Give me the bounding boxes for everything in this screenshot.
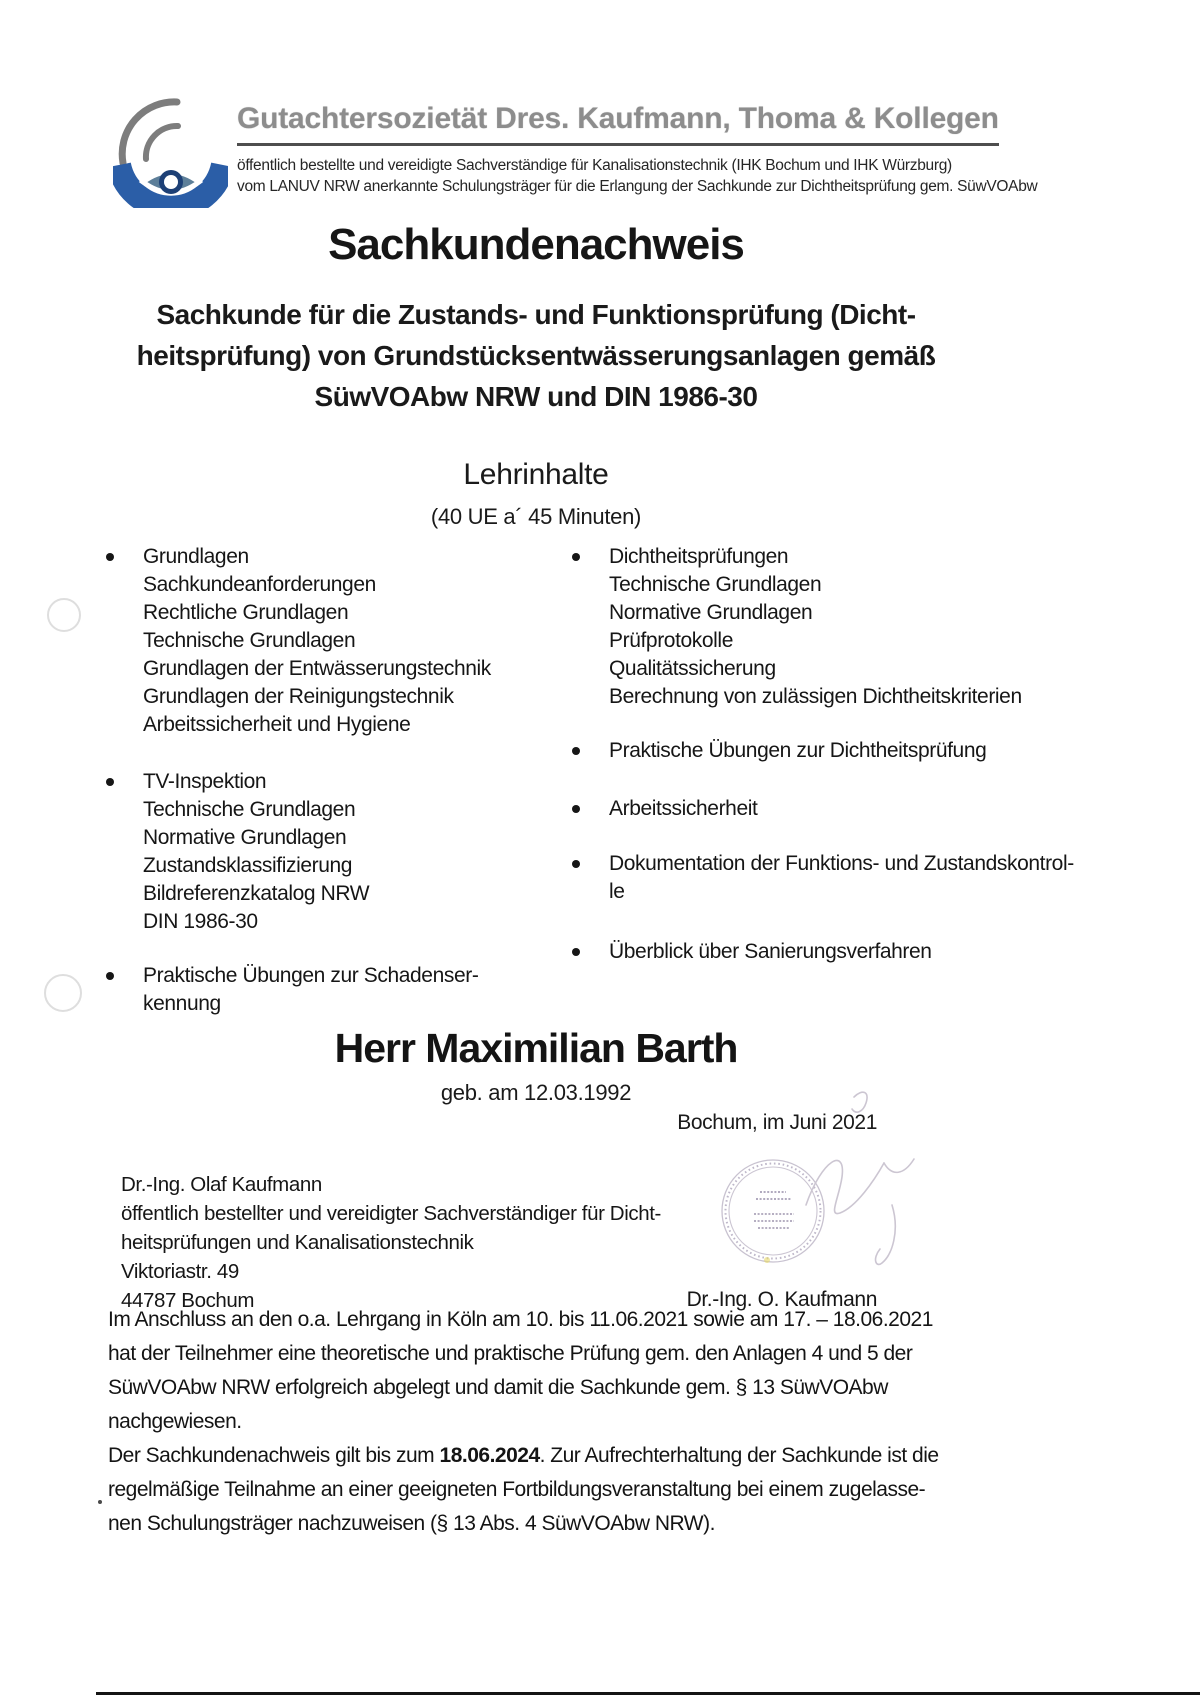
- bullet-title: Praktische Übungen zur Schadenser-: [143, 964, 479, 987]
- bullet-icon: [572, 805, 580, 813]
- letterhead-line-1: öffentlich bestellte und vereidigte Sachverständige für Kanalisationstechnik (IHK Bochum und IHK Würzburg): [237, 157, 952, 174]
- letterhead: [237, 102, 1177, 197]
- issuer-line: Viktoriastr. 49: [121, 1260, 239, 1283]
- document-title: Sachkundenachweis: [328, 220, 744, 269]
- company-logo-icon: [113, 93, 228, 208]
- bullet-icon: [572, 860, 580, 868]
- certificate-body: [108, 1303, 1053, 1541]
- bullet-icon: [572, 747, 580, 755]
- bullet-line: le: [609, 880, 625, 903]
- bullet-title: Praktische Übungen zur Dichtheitsprüfung: [609, 739, 987, 762]
- list-item: [106, 768, 546, 936]
- lehrinhalte-right-column: [572, 543, 1092, 966]
- scan-speck: [98, 1500, 102, 1504]
- bullet-title: Dichtheitsprüfungen: [609, 545, 789, 568]
- letterhead-line-2: vom LANUV NRW anerkannte Schulungsträger für die Erlangung der Sachkunde zur Dichtheitsprüfung gem. SüwVOAbw: [237, 178, 1038, 195]
- body-line: Im Anschluss an den o.a. Lehrgang in Köln am 10. bis 11.06.2021 sowie am 17. – 18.06.2021: [108, 1308, 933, 1331]
- bullet-line: Grundlagen der Reinigungstechnik: [143, 685, 454, 708]
- participant-birthdate: geb. am 12.03.1992: [440, 1080, 632, 1105]
- issuer-line: Dr.-Ing. Olaf Kaufmann: [121, 1173, 322, 1196]
- bullet-line: Bildreferenzkatalog NRW: [143, 882, 370, 905]
- list-item: [106, 962, 546, 1018]
- body-line: nachgewiesen.: [108, 1410, 242, 1433]
- validity-text-after: . Zur Aufrechterhaltung der Sachkunde ist die: [539, 1444, 939, 1467]
- subtitle-line: Sachkunde für die Zustands- und Funktionsprüfung (Dicht-: [156, 299, 916, 330]
- validity-date: 18.06.2024: [439, 1444, 540, 1467]
- list-item: [572, 795, 1092, 823]
- issuer-line: öffentlich bestellter und vereidigter Sachverständiger für Dicht-: [121, 1202, 661, 1225]
- bullet-line: Prüfprotokolle: [609, 629, 733, 652]
- signatory-name: Dr.-Ing. O. Kaufmann: [686, 1288, 877, 1311]
- issuer-line: heitsprüfungen und Kanalisationstechnik: [121, 1231, 474, 1254]
- bullet-line: Sachkundeanforderungen: [143, 573, 376, 596]
- document-subtitle: [0, 294, 1072, 417]
- issuer-line: 44787 Bochum: [121, 1289, 255, 1312]
- lehrinhalte-subheading: (40 UE a´ 45 Minuten): [430, 504, 642, 529]
- body-line: regelmäßige Teilnahme an einer geeigneten Fortbildungsveranstaltung bei einem zugelasse-: [108, 1478, 926, 1501]
- organization-name: Gutachtersozietät Dres. Kaufmann, Thoma & Kollegen: [237, 102, 999, 146]
- list-item: [572, 938, 1092, 966]
- bullet-line: Arbeitssicherheit und Hygiene: [143, 713, 411, 736]
- punch-hole: [44, 974, 82, 1012]
- body-line: nen Schulungsträger nachzuweisen (§ 13 Abs. 4 SüwVOAbw NRW).: [108, 1512, 715, 1535]
- bullet-line: Technische Grundlagen: [143, 629, 356, 652]
- body-line: hat der Teilnehmer eine theoretische und praktische Prüfung gem. den Anlagen 4 und 5 der: [108, 1342, 913, 1365]
- subtitle-line: SüwVOAbw NRW und DIN 1986-30: [314, 381, 758, 412]
- scan-edge-line: [96, 1692, 1200, 1695]
- bullet-line: Berechnung von zulässigen Dichtheitskriterien: [609, 685, 1022, 708]
- bullet-line: Qualitätssicherung: [609, 657, 776, 680]
- subtitle-line: heitsprüfung) von Grundstücksentwässerungsanlagen gemäß: [136, 340, 936, 371]
- bullet-line: Grundlagen der Entwässerungstechnik: [143, 657, 491, 680]
- bullet-title: Überblick über Sanierungsverfahren: [609, 940, 932, 963]
- bullet-line: kennung: [143, 992, 221, 1015]
- lehrinhalte-heading: Lehrinhalte: [463, 458, 609, 491]
- body-line: SüwVOAbw NRW erfolgreich abgelegt und damit die Sachkunde gem. § 13 SüwVOAbw: [108, 1376, 888, 1399]
- bullet-icon: [572, 948, 580, 956]
- list-item: [572, 543, 1092, 711]
- bullet-line: Technische Grundlagen: [609, 573, 822, 596]
- participant-name: Herr Maximilian Barth: [334, 1025, 738, 1071]
- bullet-icon: [106, 972, 114, 980]
- bullet-line: Rechtliche Grundlagen: [143, 601, 349, 624]
- body-line-validity: [108, 1439, 1053, 1473]
- bullet-title: Arbeitssicherheit: [609, 797, 758, 820]
- bullet-title: Dokumentation der Funktions- und Zustandskontrol-: [609, 852, 1074, 875]
- bullet-title: Grundlagen: [143, 545, 249, 568]
- bullet-icon: [106, 778, 114, 786]
- bullet-icon: [106, 553, 114, 561]
- list-item: [572, 850, 1092, 906]
- bullet-line: DIN 1986-30: [143, 910, 258, 933]
- punch-hole: [47, 598, 81, 632]
- bullet-line: Normative Grundlagen: [143, 826, 347, 849]
- list-item: [572, 737, 1092, 765]
- list-item: [106, 543, 546, 739]
- validity-text-before: Der Sachkundenachweis gilt bis zum: [108, 1444, 440, 1467]
- bullet-line: Normative Grundlagen: [609, 601, 813, 624]
- bullet-icon: [572, 553, 580, 561]
- signature: [788, 1085, 948, 1285]
- bullet-line: Zustandsklassifizierung: [143, 854, 353, 877]
- bullet-line: Technische Grundlagen: [143, 798, 356, 821]
- bullet-title: TV-Inspektion: [143, 770, 267, 793]
- place-and-date: Bochum, im Juni 2021: [677, 1111, 877, 1134]
- lehrinhalte-left-column: [106, 543, 546, 1018]
